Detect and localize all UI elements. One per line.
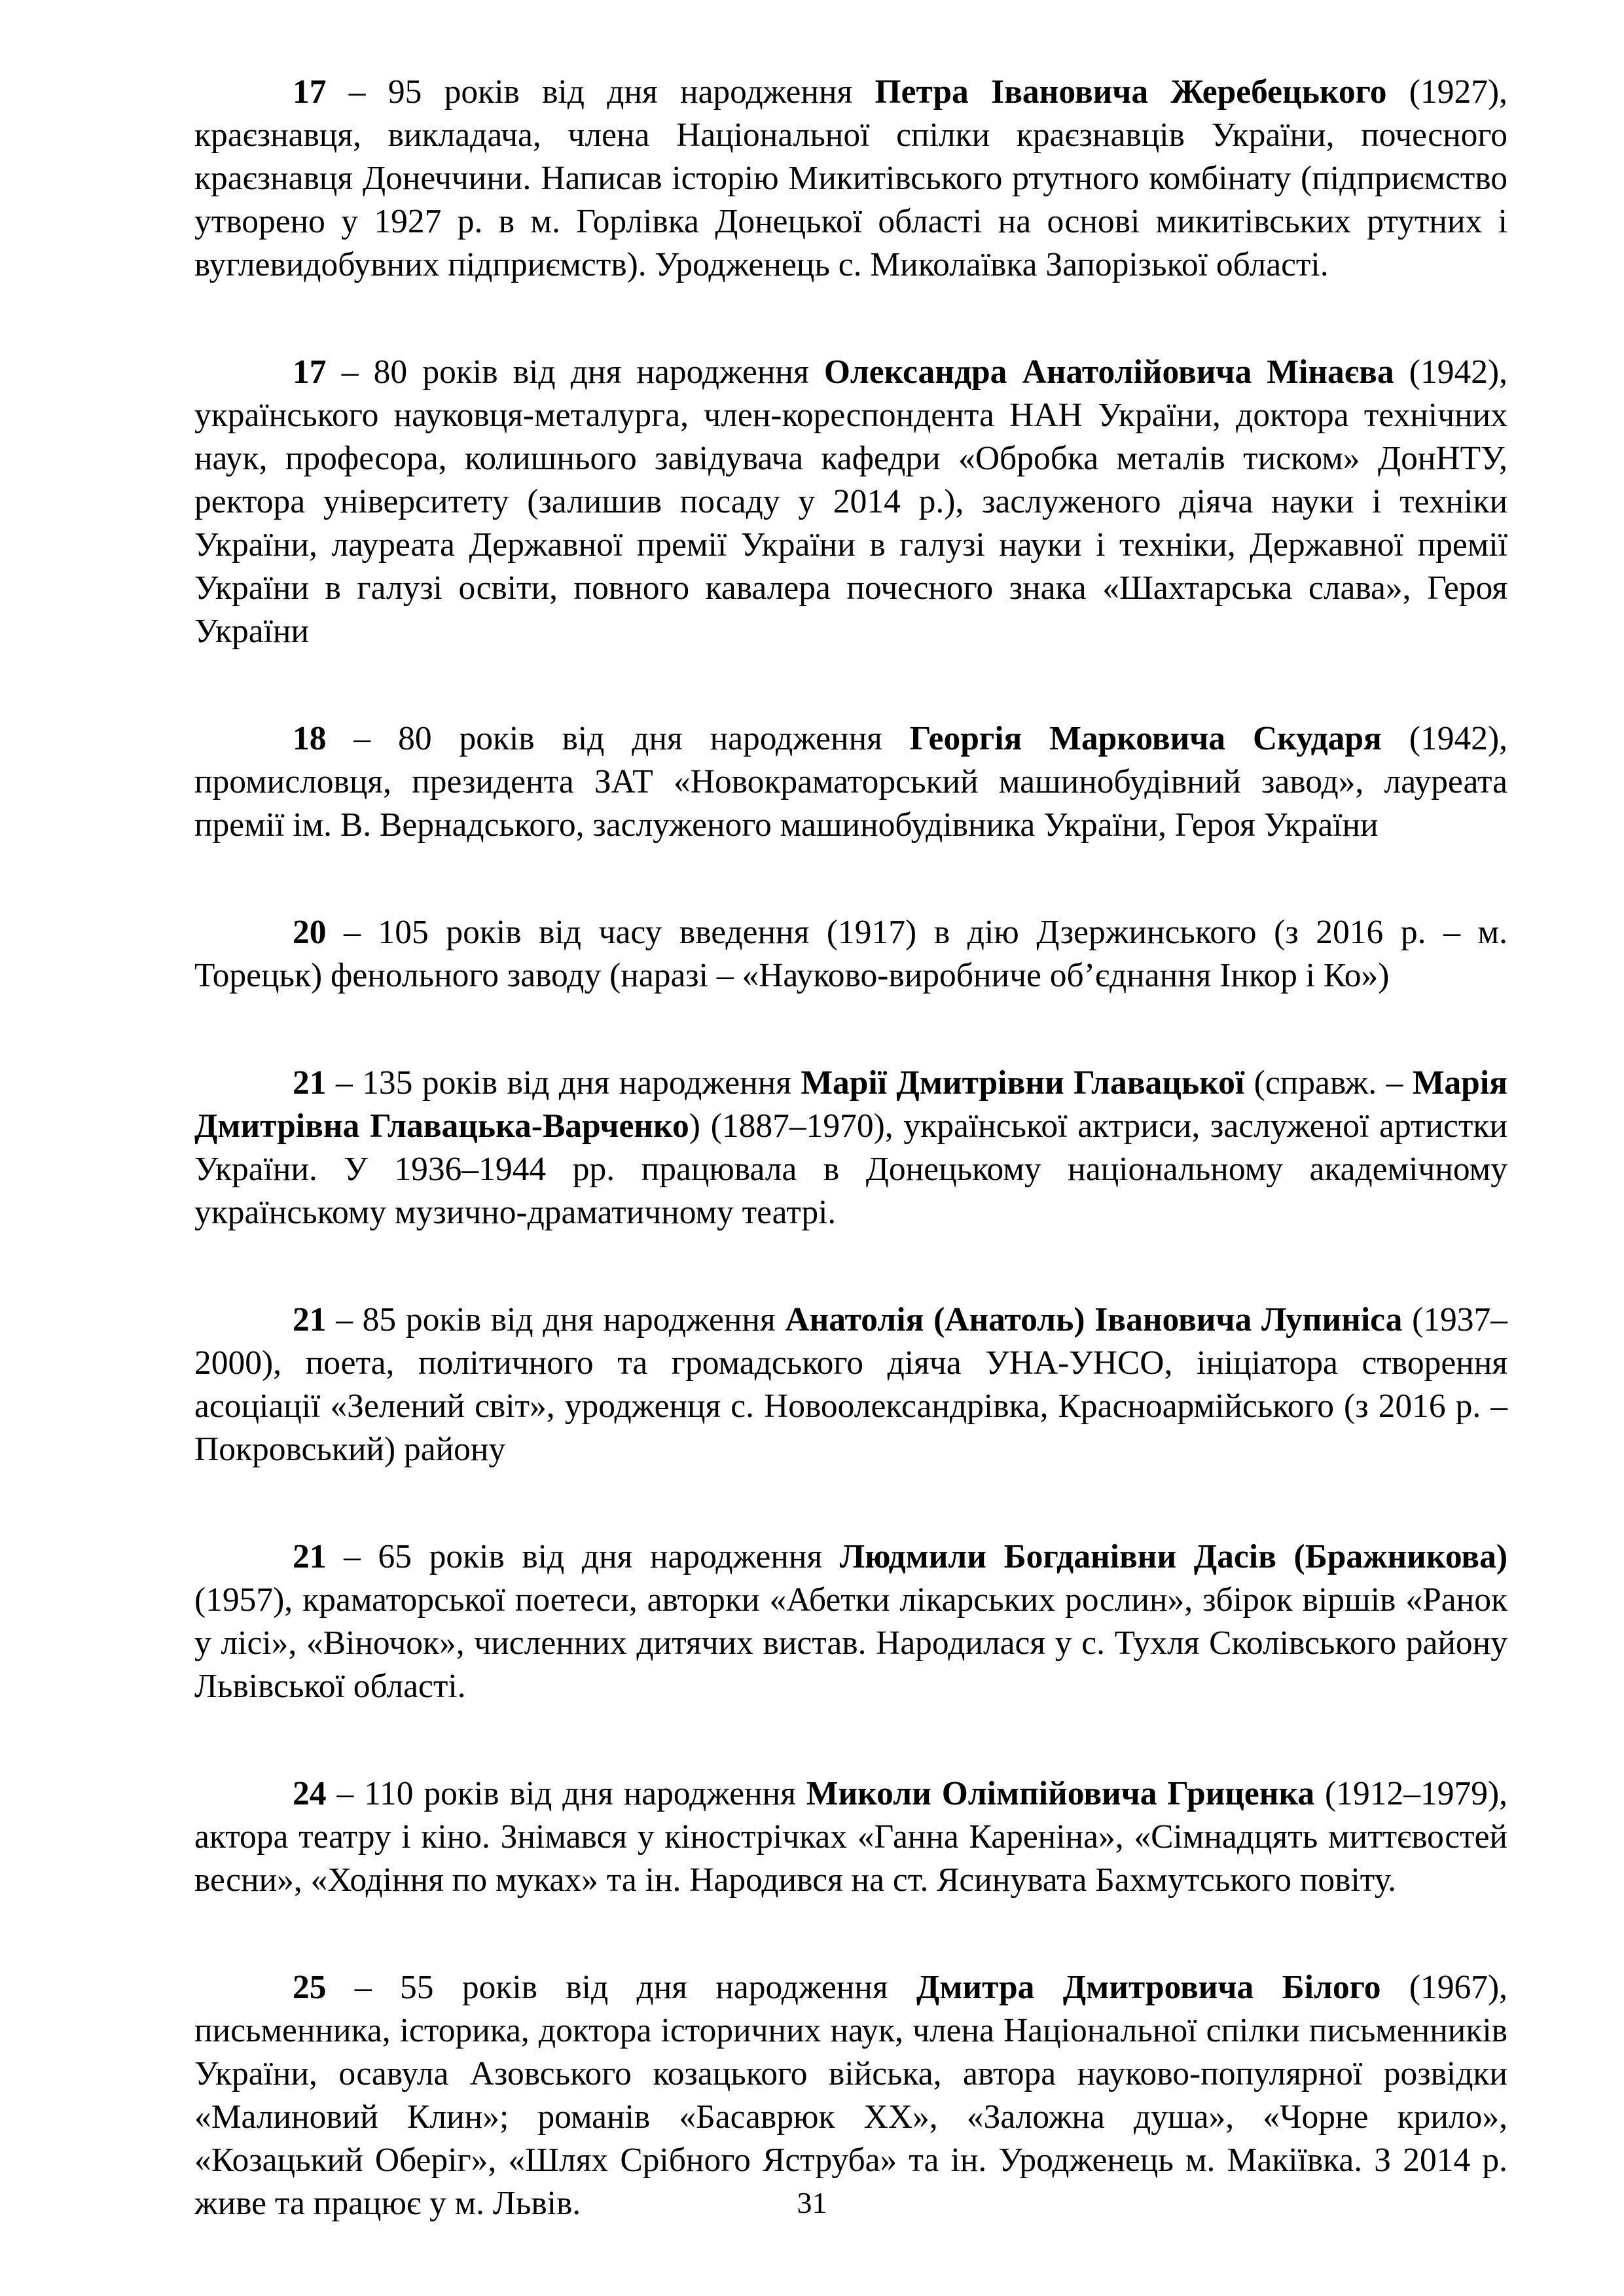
- entry-text: – 80 років від дня народження: [326, 720, 910, 757]
- entry-paragraph: [194, 351, 1507, 653]
- entry-text: (1967), письменника, історика, доктора історичних наук, члена Національної спілки письменників України, осавула Азовського козацького війська, автора науково-популярної розвідки «Малиновий Клин»; романів «Басаврюк ХХ», «Заложна душа», «Чорне крило», «Козацький Оберіг», «Шлях Срібного Яструба» та ін. Уродженець м. Макіївка. З 2014 р. живе та працює у м. Львів.: [194, 1969, 1507, 2222]
- entry-paragraph: [194, 1299, 1507, 1471]
- page-text: [194, 71, 1507, 2289]
- entry-day: 21: [293, 1064, 327, 1102]
- entry-text: (1957), краматорської поетеси, авторки «Абетки лікарських рослин», збірок віршів «Ранок у лісі», «Віночок», численних дитячих вистав. Народилася у с. Тухля Сколівського району Львівської області.: [194, 1581, 1507, 1705]
- entry-day: 20: [293, 914, 327, 951]
- person-name: Олександра Анатолійовича Мінаєва: [823, 353, 1394, 391]
- entry-paragraph: [194, 1535, 1507, 1708]
- entry-text: ) (1887–1970), української актриси, заслуженої артистки України. У 1936–1944 рр. працювала в Донецькому національному академічному українському музично-драматичному театрі.: [194, 1107, 1507, 1231]
- entry-text: (1912–1979), актора театру і кіно. Знімався у кінострічках «Ганна Кареніна», «Сімнадцять миттєвостей весни», «Ходіння по муках» та ін. Народився на ст. Ясинувата Бахмутського повіту.: [194, 1775, 1507, 1899]
- entry-day: 17: [293, 73, 327, 111]
- person-real-name: Марія Дмитрівна Главацька-Варченко: [194, 1064, 1507, 1145]
- person-name: Миколи Олімпійовича Гриценка: [806, 1775, 1315, 1812]
- entry-paragraph: [194, 911, 1507, 997]
- person-name: Дмитра Дмитровича Білого: [916, 1969, 1381, 2006]
- entry-text: (1942), українського науковця-металурга, член-кореспондента НАН України, доктора технічних наук, професора, колишнього завідувача кафедри «Обробка металів тиском» ДонНТУ, ректора університету (залишив посаду у 2014 р.), заслуженого діяча науки і техніки України, лауреата Державної премії України в галузі науки і техніки, Державної премії України в галузі освіти, повного кавалера почесного знака «Шахтарська слава», Героя України: [194, 353, 1507, 650]
- entry-paragraph: [194, 1062, 1507, 1234]
- entry-text: – 135 років від дня народження: [326, 1064, 801, 1102]
- entry-text: – 55 років від дня народження: [326, 1969, 916, 2006]
- person-name: Марії Дмитрівни Главацької: [801, 1064, 1245, 1102]
- entry-text: (1937–2000), поета, політичного та громадського діяча УНА-УНСО, ініціатора створення асоціації «Зелений світ», уродженця с. Новоолександрівка, Красноармійського (з 2016 р. – Покровський) району: [194, 1301, 1507, 1468]
- entry-text: – 65 років від дня народження: [326, 1538, 840, 1575]
- person-name: Петра Івановича Жеребецького: [875, 73, 1387, 111]
- entry-text: – 105 років від часу введення (1917) в дію Дзержинського (з 2016 р. – м. Торецьк) фенольного заводу (наразі – «Науково-виробниче об’єднання Інкор і Ко»): [194, 914, 1507, 994]
- entry-day: 17: [293, 353, 327, 391]
- entry-paragraph: [194, 1772, 1507, 1902]
- person-name: Анатолія (Анатоль) Івановича Лупиніса: [785, 1301, 1403, 1338]
- entry-text: (справж. –: [1244, 1064, 1413, 1102]
- person-name: Георгія Марковича Скударя: [909, 720, 1382, 757]
- entry-day: 18: [293, 720, 327, 757]
- entry-day: 21: [293, 1538, 327, 1575]
- entry-text: – 95 років від дня народження: [326, 73, 875, 111]
- entry-paragraph: [194, 71, 1507, 287]
- entry-text: (1927), краєзнавця, викладача, члена Національної спілки краєзнавців України, почесного краєзнавця Донеччини. Написав історію Микитівського ртутного комбінату (підприємство утворено у 1927 р. в м. Горлівка Донецької області на основі микитівських ртутних і вуглевидобувних підприємств). Уродженець с. Миколаївка Запорізької області.: [194, 73, 1507, 283]
- entry-text: – 110 років від дня народження: [326, 1775, 806, 1812]
- entry-text: (1942), промисловця, президента ЗАТ «Новокраматорський машинобудівний завод», лауреата премії ім. В. Вернадського, заслуженого машинобудівника України, Героя України: [194, 720, 1507, 844]
- entry-day: 25: [293, 1969, 327, 2006]
- person-name: Людмили Богданівни Дасів (Бражникова): [839, 1538, 1507, 1575]
- entry-paragraph: [194, 717, 1507, 847]
- entry-text: – 80 років від дня народження: [326, 353, 824, 391]
- entry-text: – 85 років від дня народження: [326, 1301, 785, 1338]
- entry-day: 24: [293, 1775, 327, 1812]
- page-number: 31: [797, 2186, 827, 2219]
- entry-day: 21: [293, 1301, 327, 1338]
